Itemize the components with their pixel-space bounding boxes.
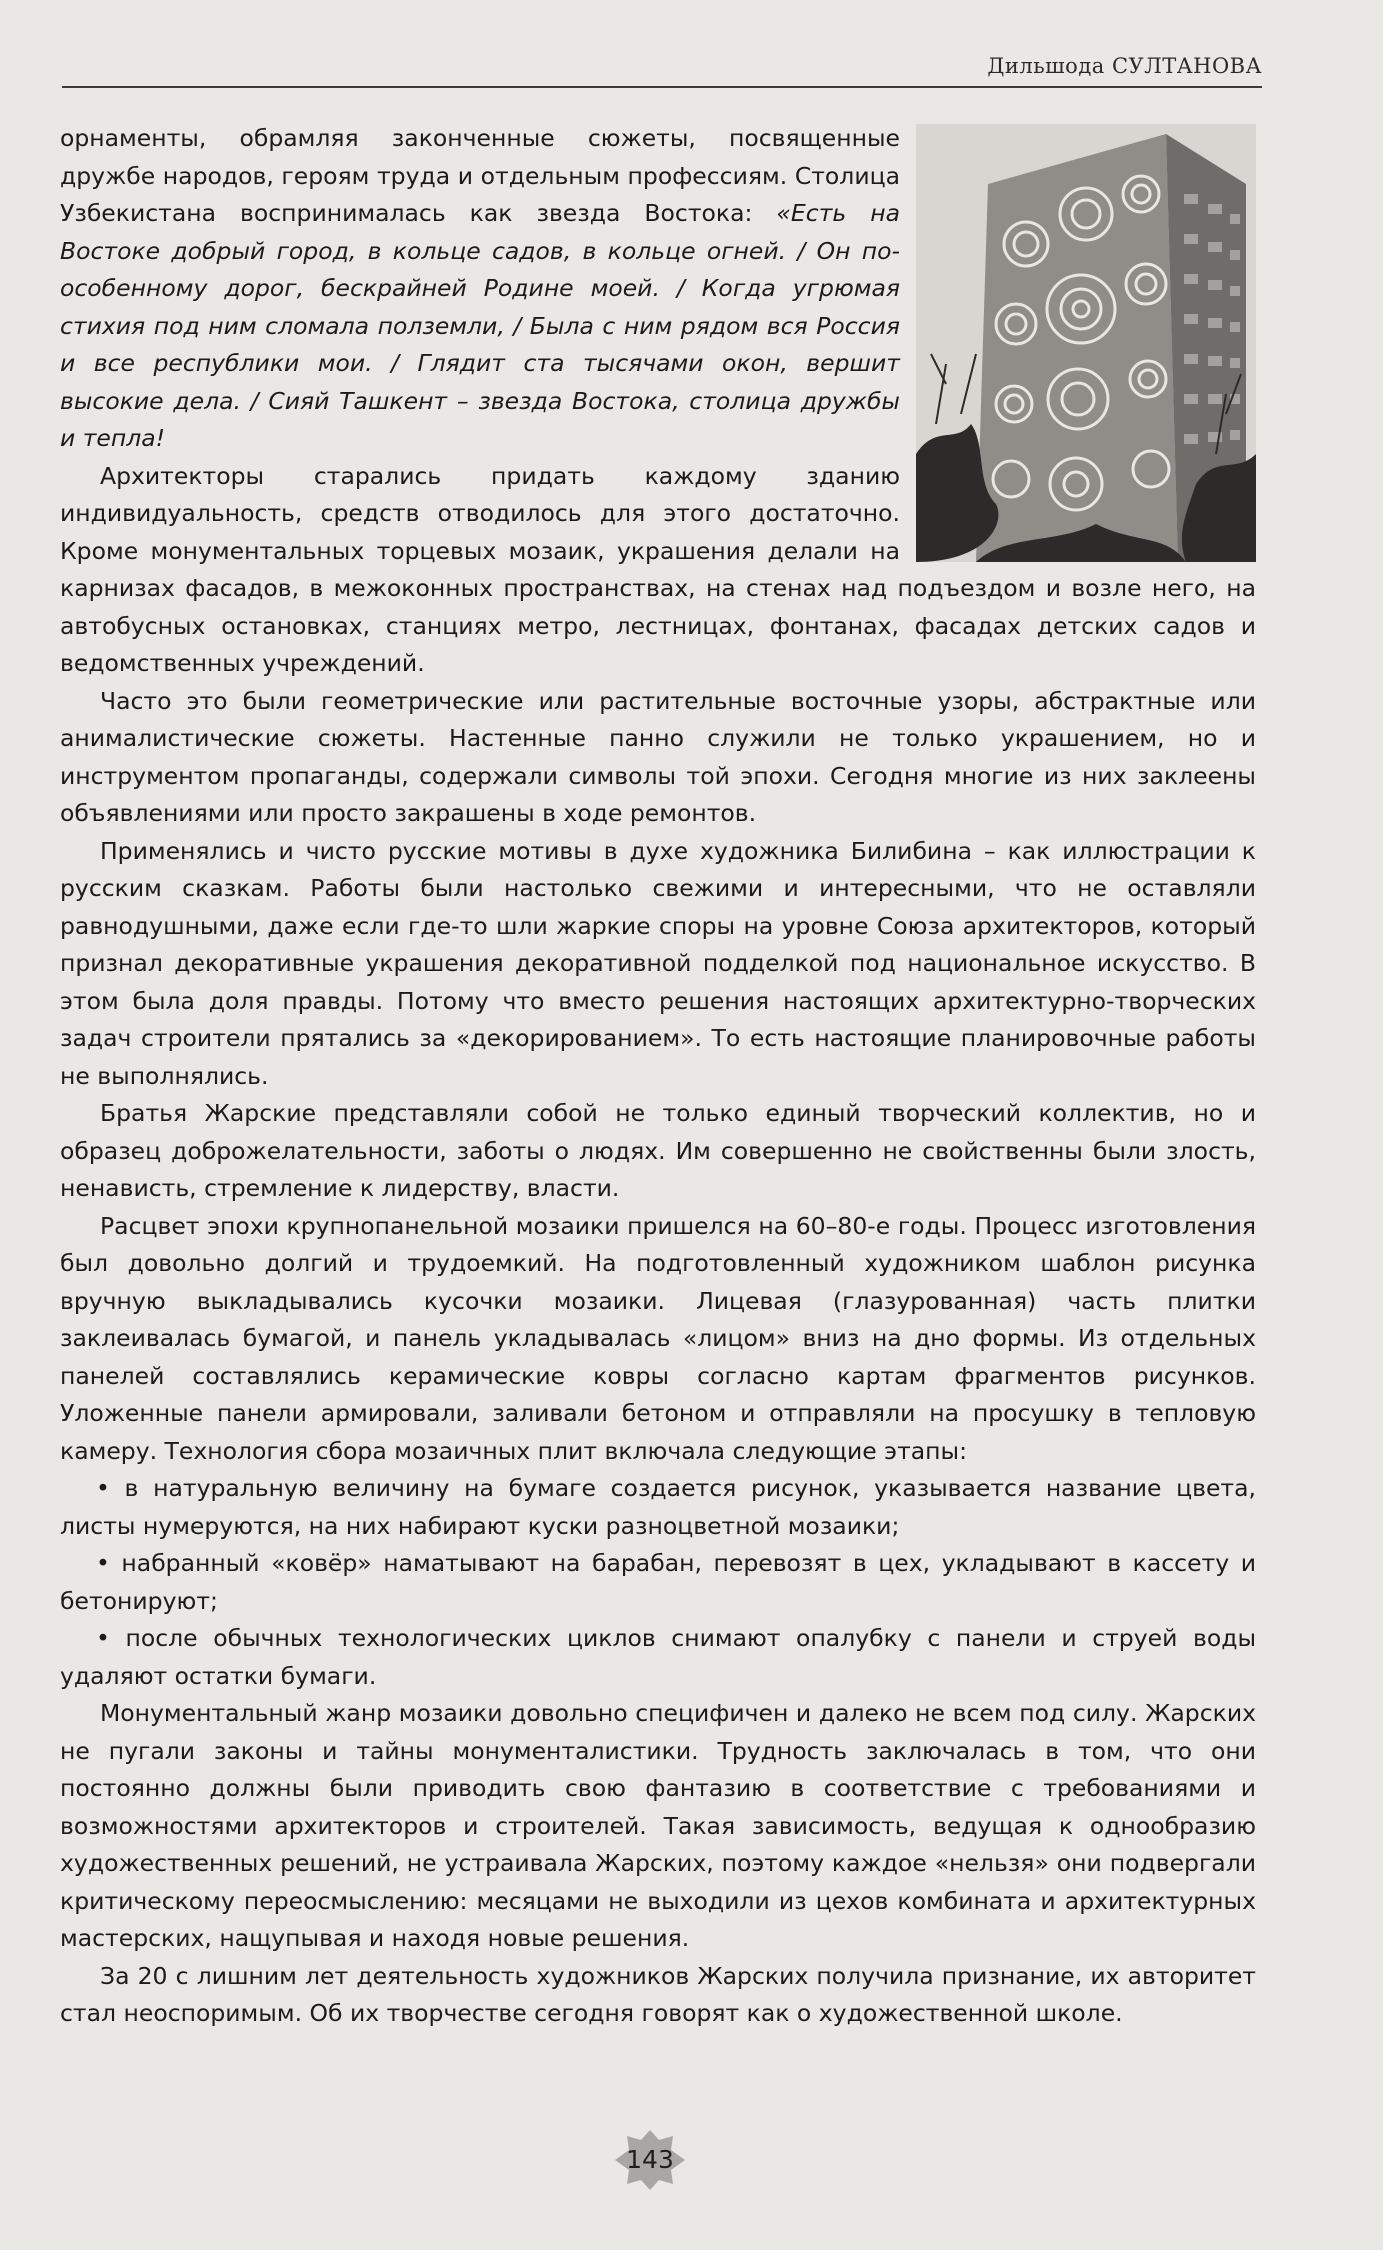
page-number-badge: [615, 2130, 685, 2190]
header-author: Дильшода СУЛТАНОВА: [987, 54, 1262, 78]
bullet-item-1: • в натуральную величину на бумаге создается рисунок, указывается название цвета, листы нумеруются, на них набирают куски разноцветной мозаики;: [60, 1474, 1256, 1540]
paragraph-1-intro: орнаменты, обрамляя законченные сюжеты, посвященные дружбе народов, героям труда и отдельным профессиям. Столица Узбекистана воспринималась как звезда Востока:: [60, 124, 900, 227]
bullet-item-3: • после обычных технологических циклов снимают опалубку с панели и струей воды удаляют остатки бумаги.: [60, 1624, 1256, 1690]
running-header: [62, 52, 1262, 88]
bullet-item-2: • набранный «ковёр» наматывают на барабан, перевозят в цех, укладывают в кассету и бетонируют;: [60, 1549, 1256, 1615]
paragraph-3: Часто это были геометрические или растительные восточные узоры, абстрактные или анималистические сюжеты. Настенные панно служили не только украшением, но и инструментом пропаганды, содержали символы той эпохи. Сегодня многие из них заклеены объявлениями или просто закрашены в ходе ремонтов.: [60, 686, 1256, 827]
building-mosaic-photo: [916, 124, 1256, 562]
paragraph-7: Монументальный жанр мозаики довольно специфичен и далеко не всем под силу. Жарских не пугали законы и тайны монументалистики. Трудность заключалась в том, что они постоянно должны были приводить свою фантазию в соответствие с требованиями и возможностями архитекторов и строителей. Такая зависимость, ведущая к однообразию художественных решений, не устраивала Жарских, поэтому каждое «нельзя» они подвергали критическому переосмыслению: месяцами не выходили из цехов комбината и архитектурных мастерских, нащупывая и находя новые решения.: [60, 1699, 1256, 1952]
paragraph-4: Применялись и чисто русские мотивы в духе художника Билибина – как иллюстрации к русским сказкам. Работы были настолько свежими и интересными, что не оставляли равнодушными, даже если где-то шли жаркие споры на уровне Союза архитекторов, который признал декоративные украшения декоративной подделкой под национальное искусство. В этом была доля правды. Потому что вместо решения настоящих архитектурно-творческих задач строители прятались за «декорированием». То есть настоящие планировочные работы не выполнялись.: [60, 836, 1256, 1090]
paragraph-6: Расцвет эпохи крупнопанельной мозаики пришелся на 60–80-е годы. Процесс изготовления был довольно долгий и трудоемкий. На подготовленный художником шаблон рисунка вручную выкладывались кусочки мозаики. Лицевая (глазурованная) часть плитки заклеивалась бумагой, и панель укладывалась «лицом» вниз на дно формы. Из отдельных панелей составлялись керамические ковры согласно картам фрагментов рисунков. Уложенные панели армировали, заливали бетоном и отправляли на просушку в тепловую камеру. Технология сбора мозаичных плит включала следующие этапы:: [60, 1211, 1256, 1465]
poem-quote: «Есть на Востоке добрый город, в кольце садов, в кольце огней. / Он по-особенному дорог, бескрайней Родине моей. / Когда угрюмая стихия под ним сломала полземли, / Была с ним рядом вся Россия и все республики мои. / Глядит ста тысячами окон, вершит высокие дела. / Сияй Ташкент – звезда Востока, столица дружбы и тепла!: [60, 199, 900, 452]
building-photo-graphic: [916, 124, 1256, 562]
main-text: [60, 120, 1256, 2033]
paragraph-2: Архитекторы старались придать каждому зданию индивидуальность, средств отводилось для этого достаточно. Кроме монументальных торцевых мозаик, украшения делали на карнизах фасадов, в межоконных пространствах, на стенах над подъездом и возле него, на автобусных остановках, станциях метро, лестницах, фонтанах, фасадах детских садов и ведомственных учреждений.: [60, 461, 1256, 677]
paragraph-5: Братья Жарские представляли собой не только единый творческий коллектив, но и образец доброжелательности, заботы о людях. Им совершенно не свойственны были злость, ненависть, стремление к лидерству, власти.: [60, 1099, 1256, 1202]
page-number: 143: [626, 2145, 674, 2174]
paragraph-8: За 20 с лишним лет деятельность художников Жарских получила признание, их авторитет стал неоспоримым. Об их творчестве сегодня говорят как о художественной школе.: [60, 1961, 1256, 2027]
